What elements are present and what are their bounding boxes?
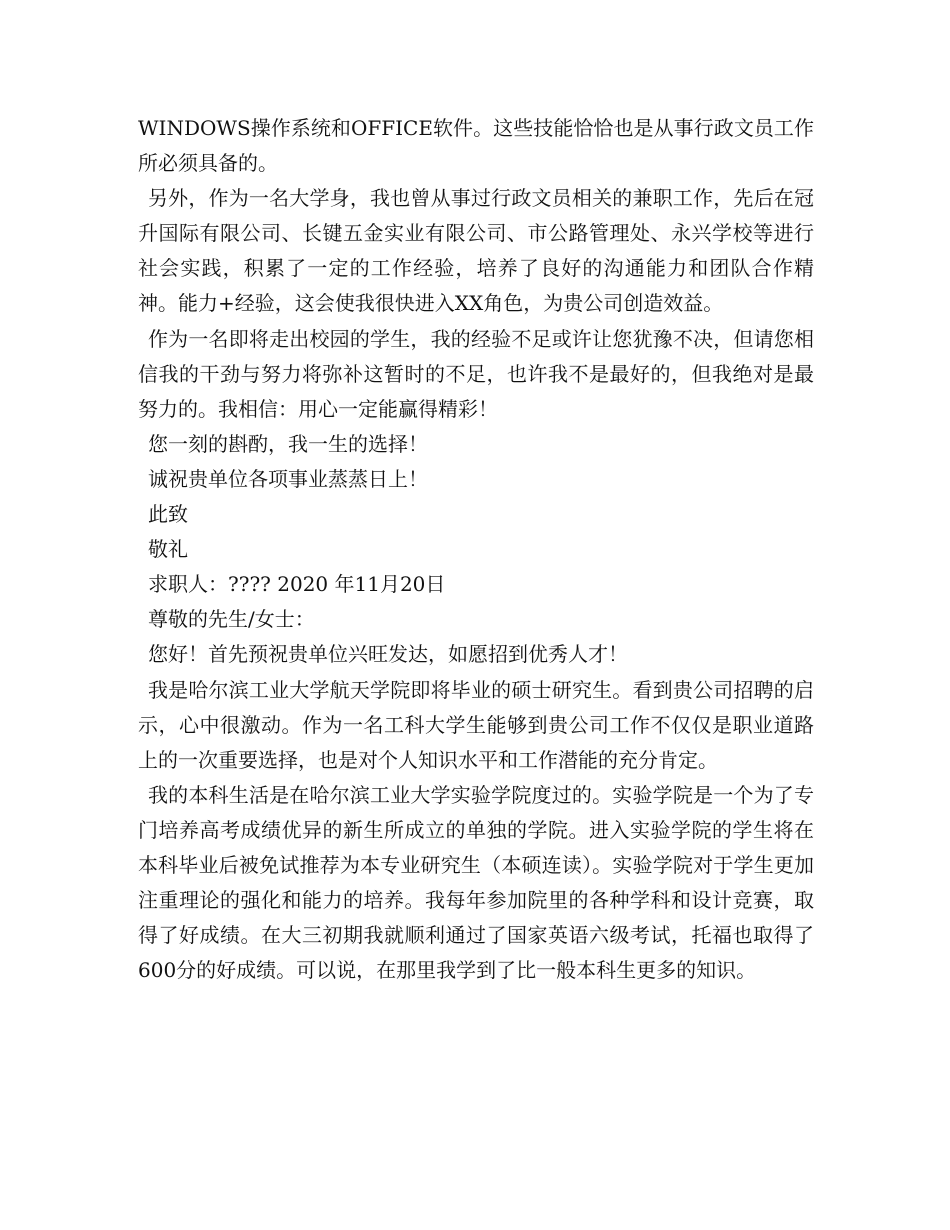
paragraph-undergraduate: 我的本科生活是在哈尔滨工业大学实验学院度过的。实验学院是一个为了专门培养高考成绩优异的新生所成立的单独的学院。进入实验学院的学生将在本科毕业后被免试推荐为本专业研究生（本硕连读）。实验学院对于学生更加注重理论的强化和能力的培养。我每年参加院里的各种学科和设计竞赛，取得了好成绩。在大三初期我就顺利通过了国家英语六级考试，托福也取得了600分的好成绩。可以说，在那里我学到了比一般本科生更多的知识。 [138,782,814,983]
paragraph-wishes: 诚祝贵单位各项事业蒸蒸日上！ [148,466,428,491]
salutation: 尊敬的先生/女士： [148,607,315,632]
document-body [138,111,814,988]
paragraph-skills: WINDOWS操作系统和OFFICE软件。这些技能恰恰也是从事行政文员工作所必须具备的。 [138,116,814,176]
paragraph-choice: 您一刻的斟酌，我一生的选择！ [148,431,428,456]
signature-line: 求职人：???? 2020 年11月20日 [148,572,446,597]
paragraph-experience: 另外，作为一名大学身，我也曾从事过行政文员相关的兼职工作，先后在冠升国际有限公司、长键五金实业有限公司、市公路管理处、永兴学校等进行社会实践，积累了一定的工作经验，培养了良好的沟通能力和团队合作精神。能力+经验，这会使我很快进入XX角色，为贵公司创造效益。 [138,186,814,316]
closing-cizhi: 此致 [148,502,188,527]
paragraph-commitment: 作为一名即将走出校园的学生，我的经验不足或许让您犹豫不决，但请您相信我的干劲与努力将弥补这暂时的不足，也许我不是最好的，但我绝对是最努力的。我相信：用心一定能赢得精彩！ [138,326,814,421]
paragraph-greeting: 您好！首先预祝贵单位兴旺发达，如愿招到优秀人才！ [148,642,628,667]
closing-jingli: 敬礼 [148,537,188,562]
paragraph-introduction: 我是哈尔滨工业大学航天学院即将毕业的硕士研究生。看到贵公司招聘的启示，心中很激动。作为一名工科大学生能够到贵公司工作不仅仅是职业道路上的一次重要选择，也是对个人知识水平和工作潜能的充分肯定。 [138,677,814,772]
